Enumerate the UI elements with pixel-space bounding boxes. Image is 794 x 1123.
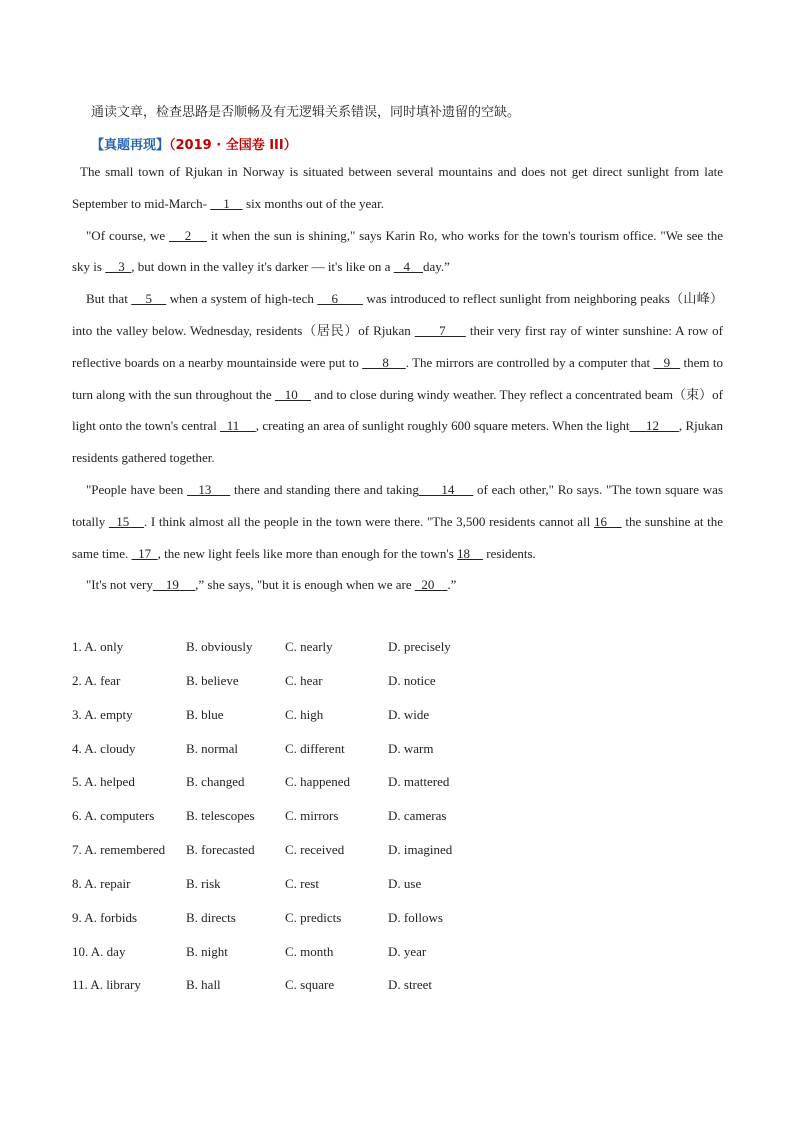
text: "Of course, we	[86, 227, 170, 243]
blank-14: 14	[418, 481, 474, 497]
option-d: D. warm	[388, 740, 434, 756]
text: , Rjukan residents gathered together.	[72, 418, 723, 466]
paragraph-1	[72, 156, 723, 220]
option-c: C. rest	[285, 875, 319, 891]
option-a: 10. A. day	[72, 943, 126, 959]
option-d: D. year	[388, 943, 427, 959]
option-b: B. directs	[186, 909, 236, 925]
text: ,” she says, "but it is enough when we are	[195, 577, 415, 593]
answer-options	[72, 632, 722, 1004]
option-a: 3. A. empty	[72, 706, 133, 722]
blank-9: 9	[653, 354, 681, 370]
option-b: B. blue	[186, 706, 224, 722]
cloze-passage	[72, 156, 723, 601]
option-d: D. mattered	[388, 774, 450, 790]
option-row-4	[72, 734, 722, 768]
source-tag: 【真题再现】	[91, 138, 170, 153]
option-b: B. obviously	[186, 639, 253, 654]
text: .”	[447, 577, 457, 593]
option-row-6	[72, 801, 722, 835]
option-c: C. happened	[285, 774, 350, 790]
option-c: C. received	[285, 842, 345, 858]
text: and to close during windy weather. They reflect a concentrated beam（束）of light onto the town's central	[72, 386, 724, 434]
text: the sunshine at the same time.	[72, 513, 724, 561]
blank-4: 4	[393, 259, 423, 275]
option-a: 7. A. remembered	[72, 842, 166, 858]
text: . The mirrors are controlled by a computer that	[405, 354, 654, 370]
text: day.”	[422, 259, 450, 275]
text: The small town of Rjukan in Norway is situated between several mountains and does not get direct sunlight from late September to mid-March-	[72, 164, 723, 211]
text: , the new light feels like more than enough for the town's	[157, 545, 458, 561]
text: "It's not very	[86, 577, 153, 593]
text: them to turn along with the sun throughout the	[72, 354, 724, 402]
option-d: D. wide	[388, 706, 430, 722]
option-a: 8. A. repair	[72, 875, 131, 891]
option-row-11	[72, 970, 722, 1004]
option-b: B. forecasted	[186, 842, 255, 858]
option-row-5	[72, 767, 722, 801]
option-d: D. follows	[388, 909, 443, 925]
option-a: 2. A. fear	[72, 672, 121, 688]
instruction-text: 通读文章，检查思路是否顺畅及有无逻辑关系错误，同时填补遗留的空缺。	[91, 105, 521, 120]
blank-7: 7	[414, 322, 466, 338]
blank-6: 6	[317, 291, 363, 307]
option-b: B. telescopes	[186, 808, 255, 824]
option-a: 9. A. forbids	[72, 909, 137, 925]
option-c: C. square	[285, 977, 335, 993]
text: when a system of high-tech	[166, 291, 318, 307]
source-year: （2019 · 全国卷 III）	[169, 138, 297, 153]
text: six months out of the year.	[242, 195, 384, 211]
option-row-7	[72, 835, 722, 869]
blank-11: 11	[220, 418, 256, 434]
option-b: B. changed	[186, 774, 245, 790]
blank-12: 12	[629, 418, 679, 434]
option-d: D. street	[388, 977, 433, 993]
blank-1: 1	[210, 195, 243, 211]
option-a: 4. A. cloudy	[72, 740, 136, 756]
option-d: D. precisely	[388, 639, 451, 654]
blank-16: 16	[593, 513, 622, 529]
option-c: C. different	[285, 740, 345, 756]
option-row-2	[72, 666, 722, 700]
option-b: B. night	[186, 943, 228, 959]
option-c: C. high	[285, 706, 324, 722]
option-c: C. nearly	[285, 639, 333, 654]
option-row-3	[72, 700, 722, 734]
paragraph-5	[72, 569, 723, 601]
text: residents.	[483, 545, 536, 561]
option-row-10	[72, 937, 722, 971]
option-c: C. predicts	[285, 909, 342, 925]
option-a: 11. A. library	[72, 977, 141, 993]
text: . I think almost all the people in the town were there. "The 3,500 residents cannot all	[143, 513, 594, 529]
text: , creating an area of sunlight roughly 600 square meters. When the light	[255, 418, 630, 434]
paragraph-2	[72, 220, 723, 284]
option-c: C. mirrors	[285, 808, 339, 824]
option-d: D. imagined	[388, 842, 453, 858]
option-a: 1. A. only	[72, 639, 124, 654]
blank-15: 15	[108, 513, 144, 529]
option-b: B. risk	[186, 875, 221, 891]
blank-3: 3	[105, 259, 132, 275]
text: "People have been	[86, 481, 188, 497]
option-a: 6. A. computers	[72, 808, 155, 824]
option-c: C. month	[285, 943, 334, 959]
blank-13: 13	[187, 481, 231, 497]
paragraph-4	[72, 474, 723, 569]
blank-8: 8	[362, 354, 406, 370]
blank-2: 2	[169, 227, 207, 243]
text: their very first ray of winter sunshine: A row of reflective boards on a nearby mountainside were put to	[72, 322, 723, 370]
text: was introduced to reflect sunlight from neighboring peaks（山峰）into the valley below. Wednesday, residents（居民）of Rjukan	[72, 291, 724, 338]
text: , but down in the valley it's darker — it's like on a	[131, 259, 394, 275]
paragraph-3	[72, 283, 723, 474]
option-row-1	[72, 632, 722, 666]
blank-17: 17	[131, 545, 158, 561]
option-row-8	[72, 869, 722, 903]
option-d: D. notice	[388, 672, 436, 688]
option-b: B. hall	[186, 977, 221, 993]
option-a: 5. A. helped	[72, 774, 135, 790]
blank-18: 18	[457, 545, 484, 561]
blank-19: 19	[152, 577, 196, 593]
option-d: D. use	[388, 875, 422, 891]
text: it when the sun is shining," says Karin Ro, who works for the town's tourism office. "We see the sky is	[72, 227, 723, 275]
option-b: B. believe	[186, 672, 239, 688]
exam-source	[91, 134, 297, 153]
text: But that	[86, 291, 132, 307]
option-c: C. hear	[285, 672, 323, 688]
option-b: B. normal	[186, 740, 238, 756]
blank-20: 20	[414, 577, 448, 593]
text: of each other," Ro says. "The town square was totally	[72, 481, 724, 529]
blank-5: 5	[131, 291, 167, 307]
option-row-9	[72, 903, 722, 937]
blank-10: 10	[274, 386, 311, 402]
option-d: D. cameras	[388, 808, 447, 824]
text: there and standing there and taking	[230, 481, 419, 497]
